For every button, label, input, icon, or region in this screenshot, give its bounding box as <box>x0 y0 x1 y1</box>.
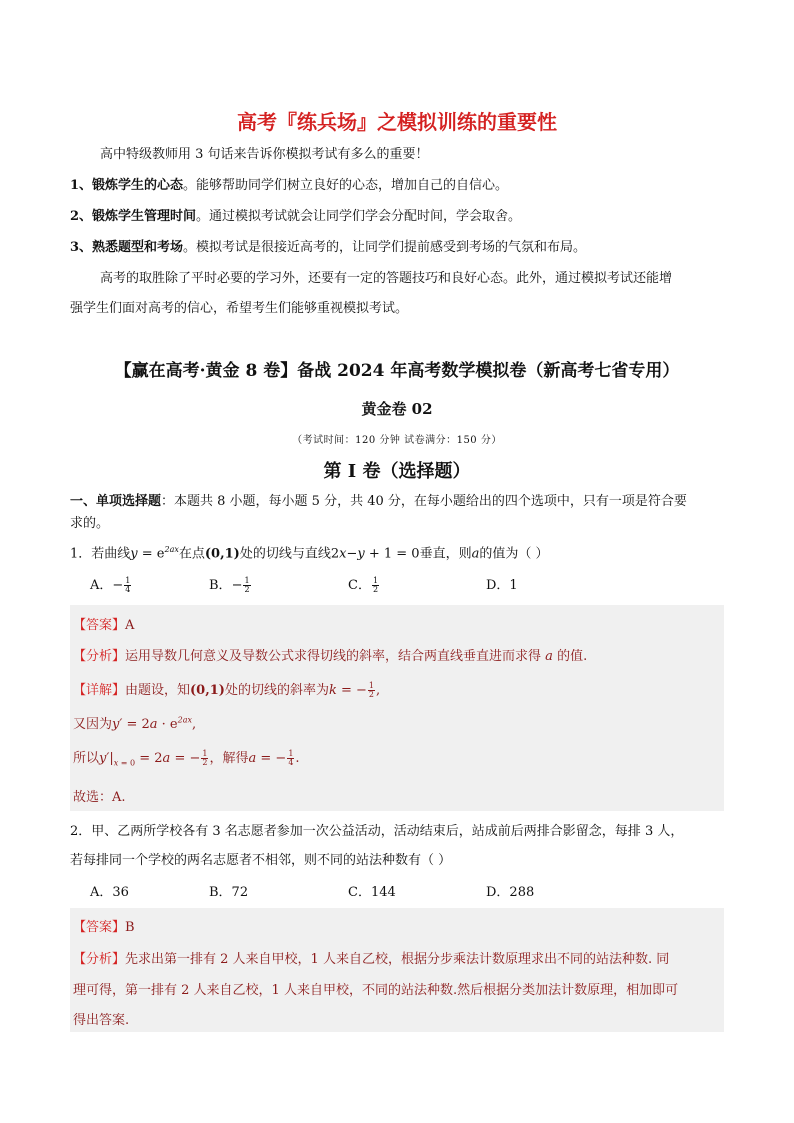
exam-title: 【赢在高考·黄金 8 卷】备战 2024 年高考数学模拟卷（新高考七省专用） <box>114 361 680 381</box>
q1-answer-block <box>70 605 724 811</box>
q2-answer-block <box>70 908 724 1032</box>
point-2 <box>70 208 521 226</box>
q1-detail-2: 又因为$y' = 2a \cdot e^{2ax}$, <box>73 715 197 732</box>
section-heading-bold: 一、单项选择题 <box>70 494 162 509</box>
q2-option-b[interactable]: B．72 <box>209 885 249 900</box>
point-1-text: 。能够帮助同学们树立良好的心态，增加自己的自信心。 <box>183 178 509 193</box>
q1-conclusion: 故选：A. <box>73 790 126 805</box>
q1-suffix: 的值为（ ） <box>479 546 549 562</box>
page-title: 高考『练兵场』之模拟训练的重要性 <box>237 110 557 134</box>
q1-analysis: 【分析】运用导数几何意义及导数公式求得切线的斜率，结合两直线垂直进而求得 a 的值. <box>73 649 588 664</box>
q2-analysis-3: 得出答案. <box>73 1013 130 1028</box>
intro-text: 高中特级教师用 3 句话来告诉你模拟考试有多么的重要！ <box>100 147 429 162</box>
point-2-text: 。通过模拟考试就会让同学们学会分配时间，学会取舍。 <box>196 209 522 224</box>
point-1 <box>70 177 508 195</box>
q1-curve: y <box>130 546 138 562</box>
section-heading-text: ：本题共 8 小题，每小题 5 分，共 40 分，在每小题给出的四个选项中，只有一项是符合要 <box>161 494 687 509</box>
point-3-text: 。模拟考试是很接近高考的，让同学们提前感受到考场的气氛和布局。 <box>183 240 587 255</box>
q1-answer-tag: 【答案】 <box>73 618 126 633</box>
paper-name: 黄金卷 02 <box>361 400 433 418</box>
q1-detail-3: 所以$y'|_{x = 0} = 2a$ = − $\frac{1}{2}$ ，解得a = − $\frac{1}{4}$ . <box>73 749 300 768</box>
q1-analysis-tag: 【分析】 <box>73 649 126 664</box>
q1-mid2: 处的切线与直线 <box>239 546 331 562</box>
q1-stem: 1．若曲线$y = e^{2ax}$在点(0,1)处的切线与直线2x−y + 1 = 0垂直，则a的值为（ ） <box>70 545 549 562</box>
point-3-bold: 3、熟悉题型和考场 <box>70 240 184 255</box>
q1-option-a[interactable]: A．− $\frac{1}{4}$ <box>90 576 131 594</box>
q1-option-d[interactable]: D．1 <box>486 578 518 593</box>
q1-prefix: 1．若曲线 <box>70 546 131 562</box>
q2-stem-line-1: 2．甲、乙两所学校各有 3 名志愿者参加一次公益活动，活动结束后，站成前后两排合影留念，每排 3 人， <box>70 824 684 839</box>
q2-analysis: 【分析】先求出第一排有 2 人来自甲校，1 人来自乙校，根据分步乘法计数原理求出不同的站法种数. 同 <box>73 952 670 967</box>
closing-line-1: 高考的取胜除了平时必要的学习外，还要有一定的答题技巧和良好心态。此外，通过模拟考试还能增 <box>100 271 673 286</box>
q2-option-d[interactable]: D．288 <box>486 885 535 900</box>
q2-analysis-tag: 【分析】 <box>73 952 126 967</box>
q1-detail-tag: 【详解】 <box>73 683 126 698</box>
q2-analysis-2: 理可得，第一排有 2 人来自乙校，1 人来自甲校，不同的站法种数.然后根据分类加法计数原理，相加即可 <box>73 983 679 998</box>
q1-option-b[interactable]: B．− $\frac{1}{2}$ <box>209 576 250 594</box>
point-1-bold: 1、锻炼学生的心态 <box>70 178 184 193</box>
q2-stem-line-2: 若每排同一个学校的两名志愿者不相邻，则不同的站法种数有（ ） <box>70 853 452 868</box>
section-heading-cont: 求的。 <box>70 516 110 531</box>
q1-mid3: 垂直，则 <box>419 546 472 562</box>
closing-line-2: 强学生们面对高考的信心，希望考生们能够重视模拟考试。 <box>70 301 409 316</box>
q1-option-c[interactable]: C． $\frac{1}{2}$ <box>348 576 379 594</box>
q1-answer: 【答案】A <box>73 618 135 633</box>
q2-option-c[interactable]: C．144 <box>348 885 396 900</box>
q1-mid1: 在点 <box>178 546 205 562</box>
q2-option-a[interactable]: A．36 <box>90 885 129 900</box>
q2-answer-tag: 【答案】 <box>73 920 126 935</box>
q1-detail: 【详解】由题设，知(0,1)处的切线的斜率为k = − $\frac{1}{2}$ , <box>73 681 381 699</box>
point-3 <box>70 239 586 257</box>
point-2-bold: 2、锻炼学生管理时间 <box>70 209 197 224</box>
part-title: 第 I 卷（选择题） <box>323 461 471 482</box>
section-heading <box>70 493 687 511</box>
q2-answer: 【答案】B <box>73 920 135 935</box>
exam-note: （考试时间：120 分钟 试卷满分：150 分） <box>292 435 502 446</box>
